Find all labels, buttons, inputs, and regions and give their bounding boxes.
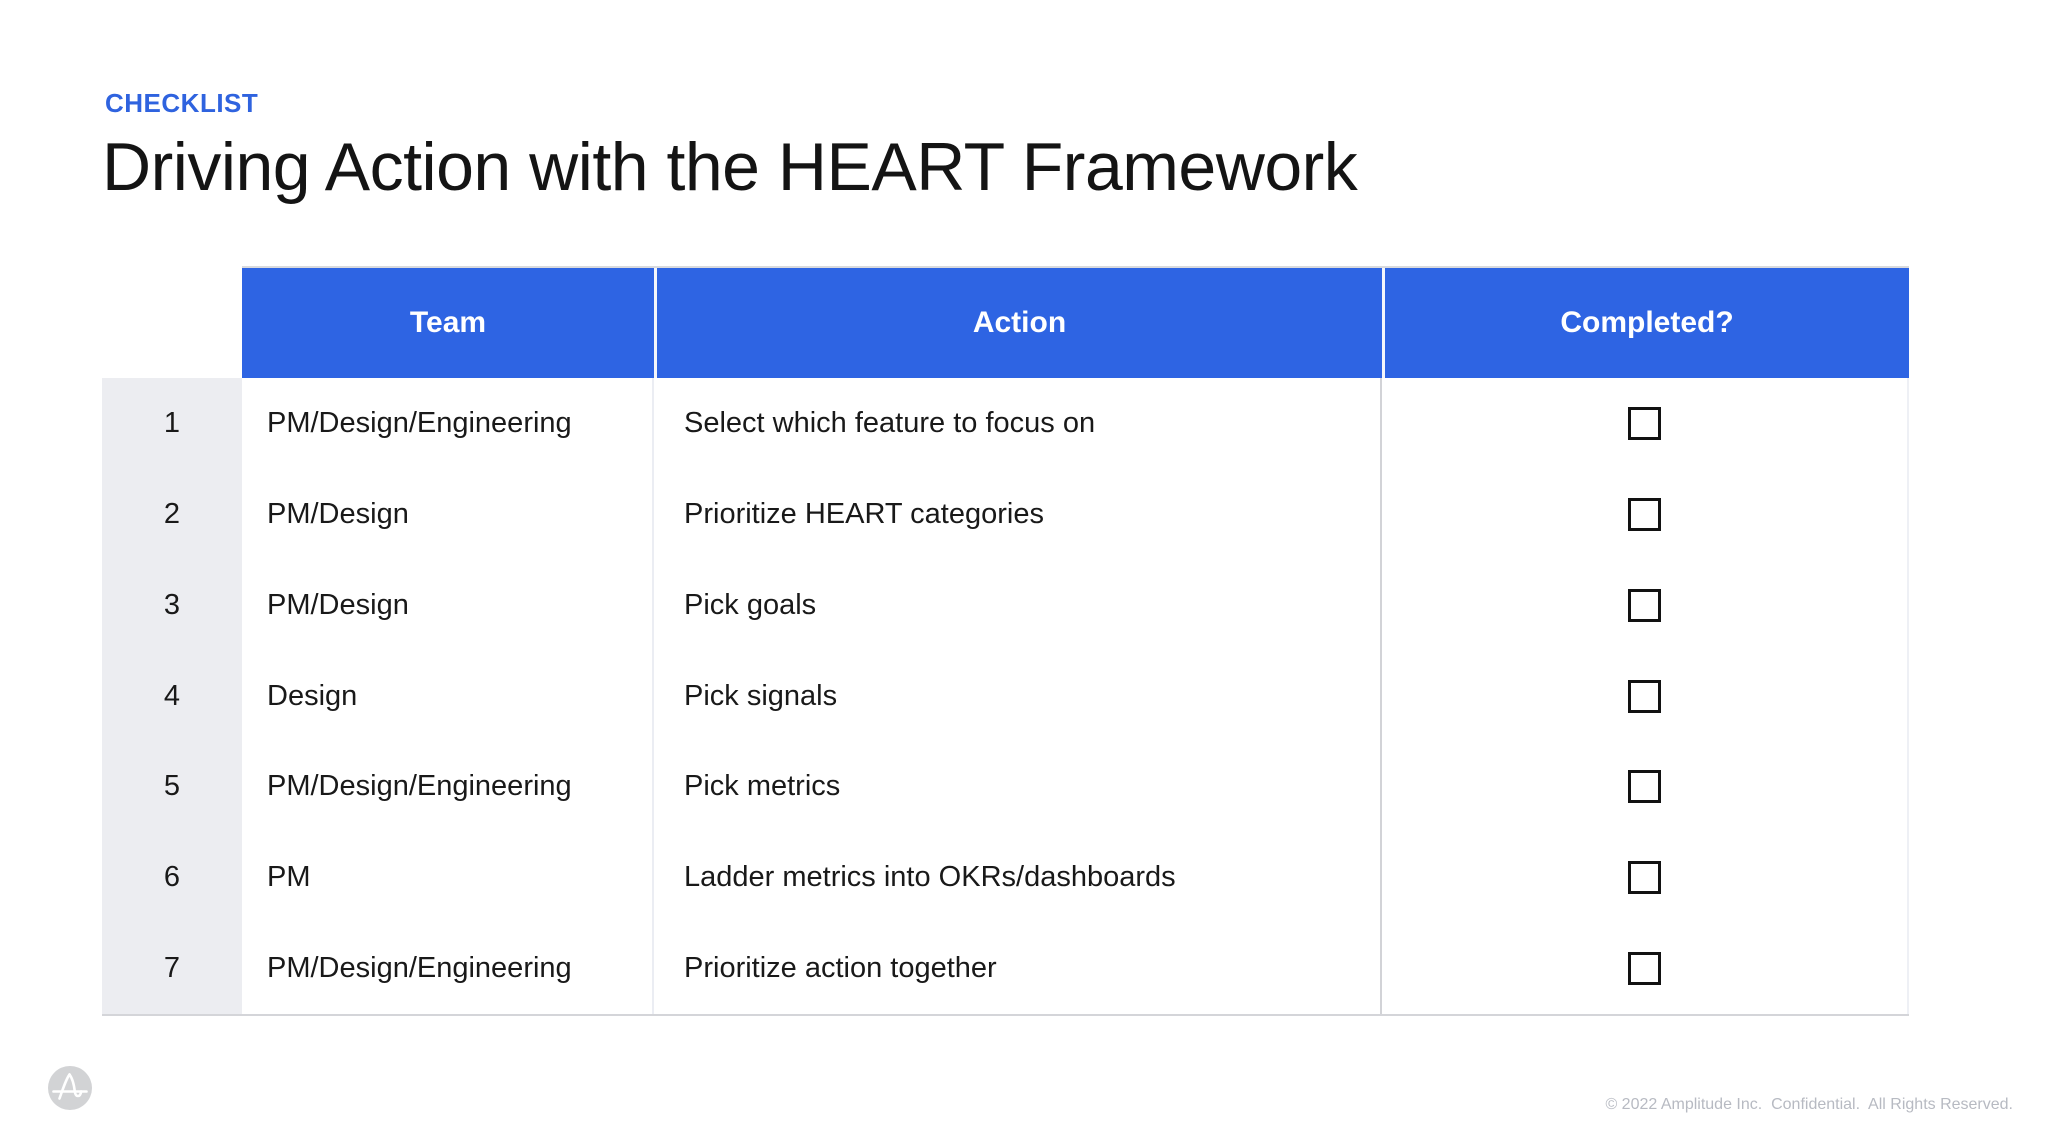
completed-checkbox[interactable]: [1628, 589, 1661, 622]
row-number: 3: [102, 560, 242, 651]
completed-checkbox[interactable]: [1628, 861, 1661, 894]
row-number: 1: [102, 378, 242, 469]
action-cell: Pick metrics: [654, 741, 1382, 832]
table-body: [102, 378, 1909, 1016]
column-header-action: Action: [654, 268, 1382, 378]
row-number: 5: [102, 741, 242, 832]
amplitude-logo-icon: [48, 1066, 92, 1110]
completed-cell: [1382, 741, 1909, 832]
completed-cell: [1382, 469, 1909, 560]
action-cell: Prioritize action together: [654, 923, 1382, 1014]
action-cell: Prioritize HEART categories: [654, 469, 1382, 560]
row-number: 6: [102, 832, 242, 923]
completed-checkbox[interactable]: [1628, 952, 1661, 985]
team-cell: PM/Design/Engineering: [242, 378, 654, 469]
column-header-team: Team: [409, 306, 487, 339]
team-cell: PM/Design: [242, 469, 654, 560]
completed-cell: [1382, 378, 1909, 469]
action-cell: Pick goals: [654, 560, 1382, 651]
team-cell: Design: [242, 651, 654, 742]
completed-checkbox[interactable]: [1628, 407, 1661, 440]
footer-copyright: © 2022 Amplitude Inc. Confidential. All Rights Reserved.: [1605, 1096, 2013, 1113]
row-number: 4: [102, 651, 242, 742]
checklist-table: [102, 266, 1909, 1016]
completed-cell: [1382, 923, 1909, 1014]
completed-cell: [1382, 560, 1909, 651]
team-cell: PM/Design/Engineering: [242, 923, 654, 1014]
team-cell: PM: [242, 832, 654, 923]
team-cell: PM/Design: [242, 560, 654, 651]
completed-checkbox[interactable]: [1628, 680, 1661, 713]
completed-cell: [1382, 651, 1909, 742]
eyebrow-label: CHECKLIST: [105, 88, 259, 118]
completed-cell: [1382, 832, 1909, 923]
row-number: 7: [102, 923, 242, 1014]
completed-checkbox[interactable]: [1628, 498, 1661, 531]
amplitude-logo: [48, 1066, 92, 1110]
completed-checkbox[interactable]: [1628, 770, 1661, 803]
action-cell: Select which feature to focus on: [654, 378, 1382, 469]
column-header-completed: Completed?: [1382, 268, 1909, 378]
team-cell: PM/Design/Engineering: [242, 741, 654, 832]
action-cell: Ladder metrics into OKRs/dashboards: [654, 832, 1382, 923]
row-number: 2: [102, 469, 242, 560]
table-header-row: [242, 266, 1909, 378]
page-title: Driving Action with the HEART Framework: [102, 129, 1358, 205]
action-cell: Pick signals: [654, 651, 1382, 742]
